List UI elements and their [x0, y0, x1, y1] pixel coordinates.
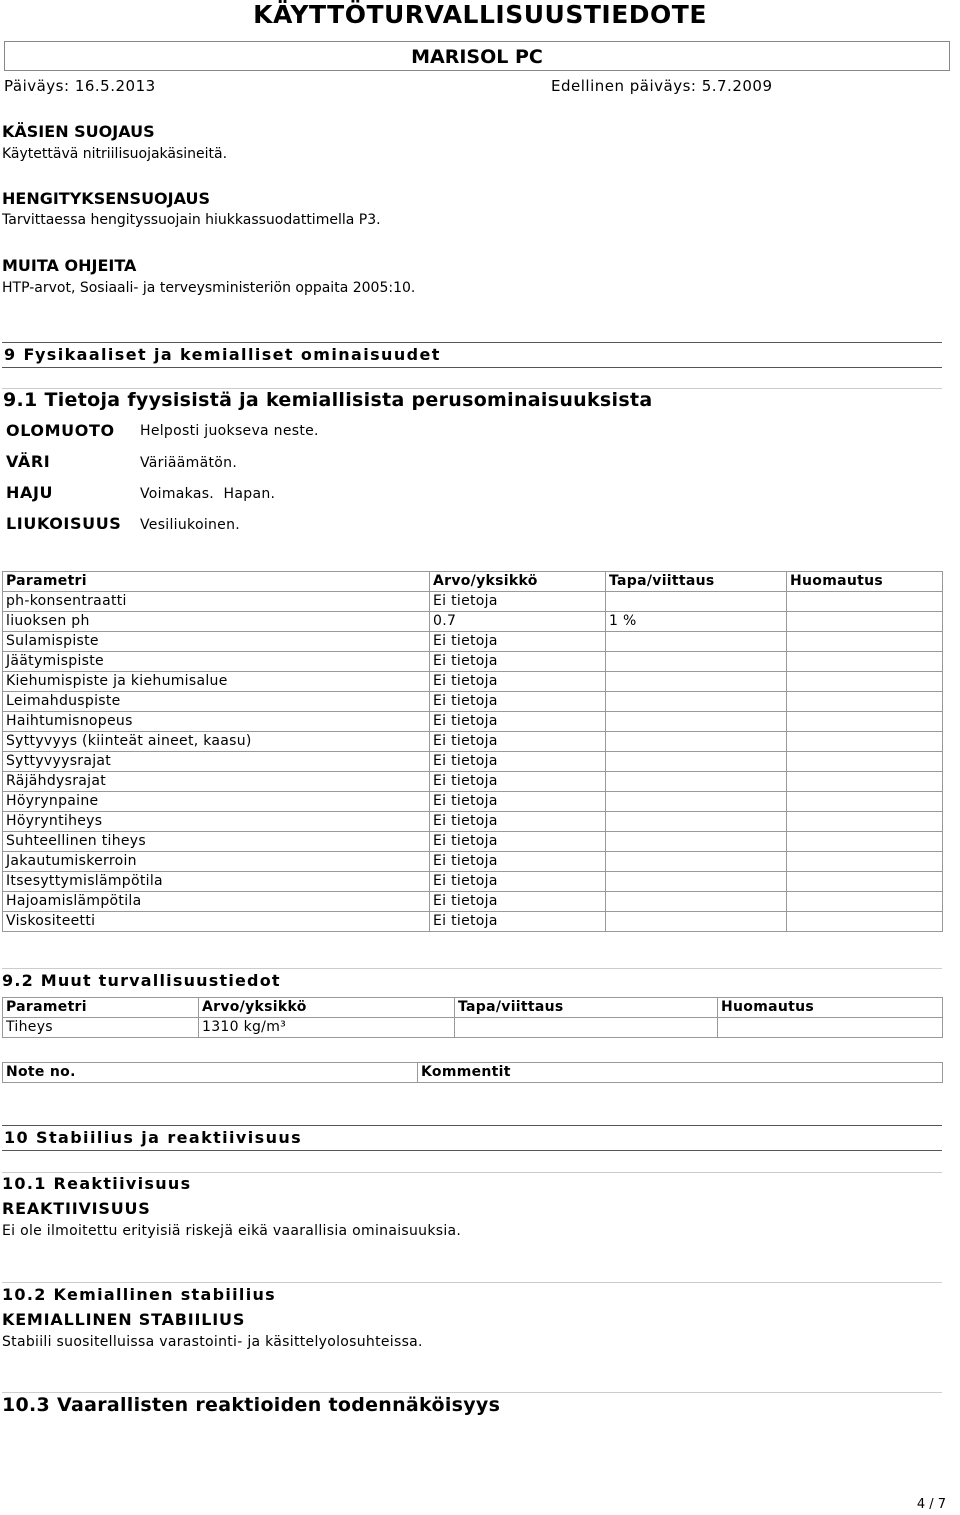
- table-cell: Viskositeetti: [3, 912, 430, 932]
- table-cell: [787, 772, 943, 792]
- table-cell: [606, 772, 787, 792]
- other-instructions-text: HTP-arvot, Sosiaali- ja terveysministeriön oppaita 2005:10.: [2, 280, 416, 296]
- subsection-divider: [2, 1172, 942, 1173]
- table-header-row: [3, 572, 943, 592]
- table-row: [3, 852, 943, 872]
- column-header: Arvo/yksikkö: [199, 998, 455, 1018]
- table-cell: [787, 652, 943, 672]
- property-label: OLOMUOTO: [6, 421, 115, 440]
- table-row: [3, 892, 943, 912]
- property-value: Helposti juokseva neste.: [140, 423, 319, 439]
- property-label: LIUKOISUUS: [6, 514, 122, 533]
- table-cell: [606, 712, 787, 732]
- respiratory-protection-title: HENGITYKSENSUOJAUS: [2, 189, 211, 208]
- table-cell: 0.7: [430, 612, 606, 632]
- section-10-3-title: 10.3 Vaarallisten reaktioiden todennäköisyys: [2, 1394, 501, 1416]
- property-value: Väriäämätön.: [140, 455, 238, 471]
- column-header: Huomautus: [718, 998, 943, 1018]
- table-cell: [606, 792, 787, 812]
- product-name: MARISOL PC: [411, 46, 543, 68]
- table-row: [3, 712, 943, 732]
- table-cell: [606, 752, 787, 772]
- table-cell: [787, 892, 943, 912]
- table-cell: [606, 912, 787, 932]
- table-cell: [787, 692, 943, 712]
- table-cell: Ei tietoja: [430, 652, 606, 672]
- table-cell: [455, 1018, 718, 1038]
- table-cell: [787, 632, 943, 652]
- table-row: [3, 692, 943, 712]
- section-10-2-title: 10.2 Kemiallinen stabiilius: [2, 1285, 276, 1304]
- table-cell: Ei tietoja: [430, 592, 606, 612]
- table-row: [3, 792, 943, 812]
- page-number: 4 / 7: [916, 1497, 946, 1512]
- table-cell: [606, 672, 787, 692]
- property-label: VÄRI: [6, 452, 51, 471]
- table-cell: [787, 592, 943, 612]
- subsection-divider: [2, 1392, 942, 1393]
- section-9-title: 9 Fysikaaliset ja kemialliset ominaisuudet: [4, 345, 441, 364]
- table-cell: [787, 872, 943, 892]
- section-divider: [2, 1150, 942, 1151]
- table-cell: [718, 1018, 943, 1038]
- stability-label: KEMIALLINEN STABIILIUS: [2, 1310, 246, 1329]
- column-header: Tapa/viittaus: [606, 572, 787, 592]
- table-cell: [787, 732, 943, 752]
- section-9-2-title: 9.2 Muut turvallisuustiedot: [2, 971, 281, 990]
- section-10-1-title: 10.1 Reaktiivisuus: [2, 1174, 192, 1193]
- column-header: Arvo/yksikkö: [430, 572, 606, 592]
- table-row: [3, 612, 943, 632]
- table-row: [3, 632, 943, 652]
- section-10-title: 10 Stabiilius ja reaktiivisuus: [4, 1128, 303, 1147]
- subsection-divider: [2, 1282, 942, 1283]
- table-cell: [606, 892, 787, 912]
- table-cell: liuoksen ph: [3, 612, 430, 632]
- table-header-row: [3, 1063, 943, 1083]
- subsection-divider: [2, 968, 942, 969]
- reactivity-text: Ei ole ilmoitettu erityisiä riskejä eikä vaarallisia ominaisuuksia.: [2, 1223, 462, 1239]
- table-cell: Jäätymispiste: [3, 652, 430, 672]
- table-cell: Ei tietoja: [430, 912, 606, 932]
- property-label: HAJU: [6, 483, 54, 502]
- table-cell: Ei tietoja: [430, 812, 606, 832]
- table-cell: 1310 kg/m³: [199, 1018, 455, 1038]
- column-header: Kommentit: [418, 1063, 943, 1083]
- table-cell: [787, 612, 943, 632]
- table-row: [3, 832, 943, 852]
- hand-protection-text: Käytettävä nitriilisuojakäsineitä.: [2, 146, 228, 162]
- table-cell: Ei tietoja: [430, 692, 606, 712]
- table-cell: Ei tietoja: [430, 872, 606, 892]
- table-cell: [787, 712, 943, 732]
- table-cell: [606, 652, 787, 672]
- table-cell: Sulamispiste: [3, 632, 430, 652]
- table-cell: Ei tietoja: [430, 852, 606, 872]
- table-cell: [606, 832, 787, 852]
- table-row: [3, 732, 943, 752]
- column-header: Tapa/viittaus: [455, 998, 718, 1018]
- column-header: Parametri: [3, 572, 430, 592]
- table-row: [3, 672, 943, 692]
- table-cell: Ei tietoja: [430, 772, 606, 792]
- hand-protection-title: KÄSIEN SUOJAUS: [2, 122, 155, 141]
- table-cell: Höyrynpaine: [3, 792, 430, 812]
- table-cell: Ei tietoja: [430, 832, 606, 852]
- properties-table: [2, 571, 943, 932]
- table-cell: Räjähdysrajat: [3, 772, 430, 792]
- table-row: [3, 912, 943, 932]
- table-cell: ph-konsentraatti: [3, 592, 430, 612]
- table-cell: Ei tietoja: [430, 892, 606, 912]
- issue-date: Päiväys: 16.5.2013: [4, 77, 156, 95]
- property-value: Voimakas. Hapan.: [140, 486, 276, 502]
- notes-table: [2, 1062, 943, 1083]
- section-divider: [2, 1125, 942, 1126]
- table-header-row: [3, 998, 943, 1018]
- table-cell: [606, 692, 787, 712]
- table-row: [3, 872, 943, 892]
- table-cell: [606, 852, 787, 872]
- table-cell: [787, 912, 943, 932]
- table-cell: Leimahduspiste: [3, 692, 430, 712]
- section-divider: [2, 367, 942, 368]
- product-name-box: [4, 41, 950, 71]
- table-cell: [606, 872, 787, 892]
- table-cell: Ei tietoja: [430, 732, 606, 752]
- table-cell: Ei tietoja: [430, 752, 606, 772]
- table-cell: [606, 632, 787, 652]
- table-cell: 1 %: [606, 612, 787, 632]
- stability-text: Stabiili suositelluissa varastointi- ja käsittelyolosuhteissa.: [2, 1334, 423, 1350]
- table-cell: Syttyvyysrajat: [3, 752, 430, 772]
- table-cell: Ei tietoja: [430, 672, 606, 692]
- column-header: Huomautus: [787, 572, 943, 592]
- table-cell: [787, 852, 943, 872]
- table-row: [3, 652, 943, 672]
- table-row: [3, 812, 943, 832]
- table-cell: Jakautumiskerroin: [3, 852, 430, 872]
- table-cell: Itsesyttymislämpötila: [3, 872, 430, 892]
- table-cell: [606, 812, 787, 832]
- table-cell: Suhteellinen tiheys: [3, 832, 430, 852]
- table-row: [3, 752, 943, 772]
- table-cell: Ei tietoja: [430, 792, 606, 812]
- section-9-1-title: 9.1 Tietoja fyysisistä ja kemiallisista perusominaisuuksista: [3, 389, 653, 411]
- table-cell: [787, 672, 943, 692]
- table-cell: [787, 752, 943, 772]
- table-cell: Tiheys: [3, 1018, 199, 1038]
- table-cell: [787, 832, 943, 852]
- other-instructions-title: MUITA OHJEITA: [2, 256, 137, 275]
- table-cell: Ei tietoja: [430, 712, 606, 732]
- table-cell: [787, 812, 943, 832]
- respiratory-protection-text: Tarvittaessa hengityssuojain hiukkassuodattimella P3.: [2, 212, 381, 228]
- table-row: [3, 592, 943, 612]
- section-divider: [2, 342, 942, 343]
- table-row: [3, 1018, 943, 1038]
- table-cell: [787, 792, 943, 812]
- reactivity-label: REAKTIIVISUUS: [2, 1199, 151, 1218]
- column-header: Parametri: [3, 998, 199, 1018]
- table-cell: [606, 732, 787, 752]
- table-cell: Syttyvyys (kiinteät aineet, kaasu): [3, 732, 430, 752]
- table-cell: Kiehumispiste ja kiehumisalue: [3, 672, 430, 692]
- other-safety-table: [2, 997, 943, 1038]
- property-value: Vesiliukoinen.: [140, 517, 241, 533]
- previous-date: Edellinen päiväys: 5.7.2009: [551, 77, 773, 95]
- table-cell: [606, 592, 787, 612]
- table-cell: Hajoamislämpötila: [3, 892, 430, 912]
- table-cell: Haihtumisnopeus: [3, 712, 430, 732]
- table-cell: Ei tietoja: [430, 632, 606, 652]
- table-cell: Höyryntiheys: [3, 812, 430, 832]
- document-title: KÄYTTÖTURVALLISUUSTIEDOTE: [253, 0, 707, 29]
- column-header: Note no.: [3, 1063, 418, 1083]
- table-row: [3, 772, 943, 792]
